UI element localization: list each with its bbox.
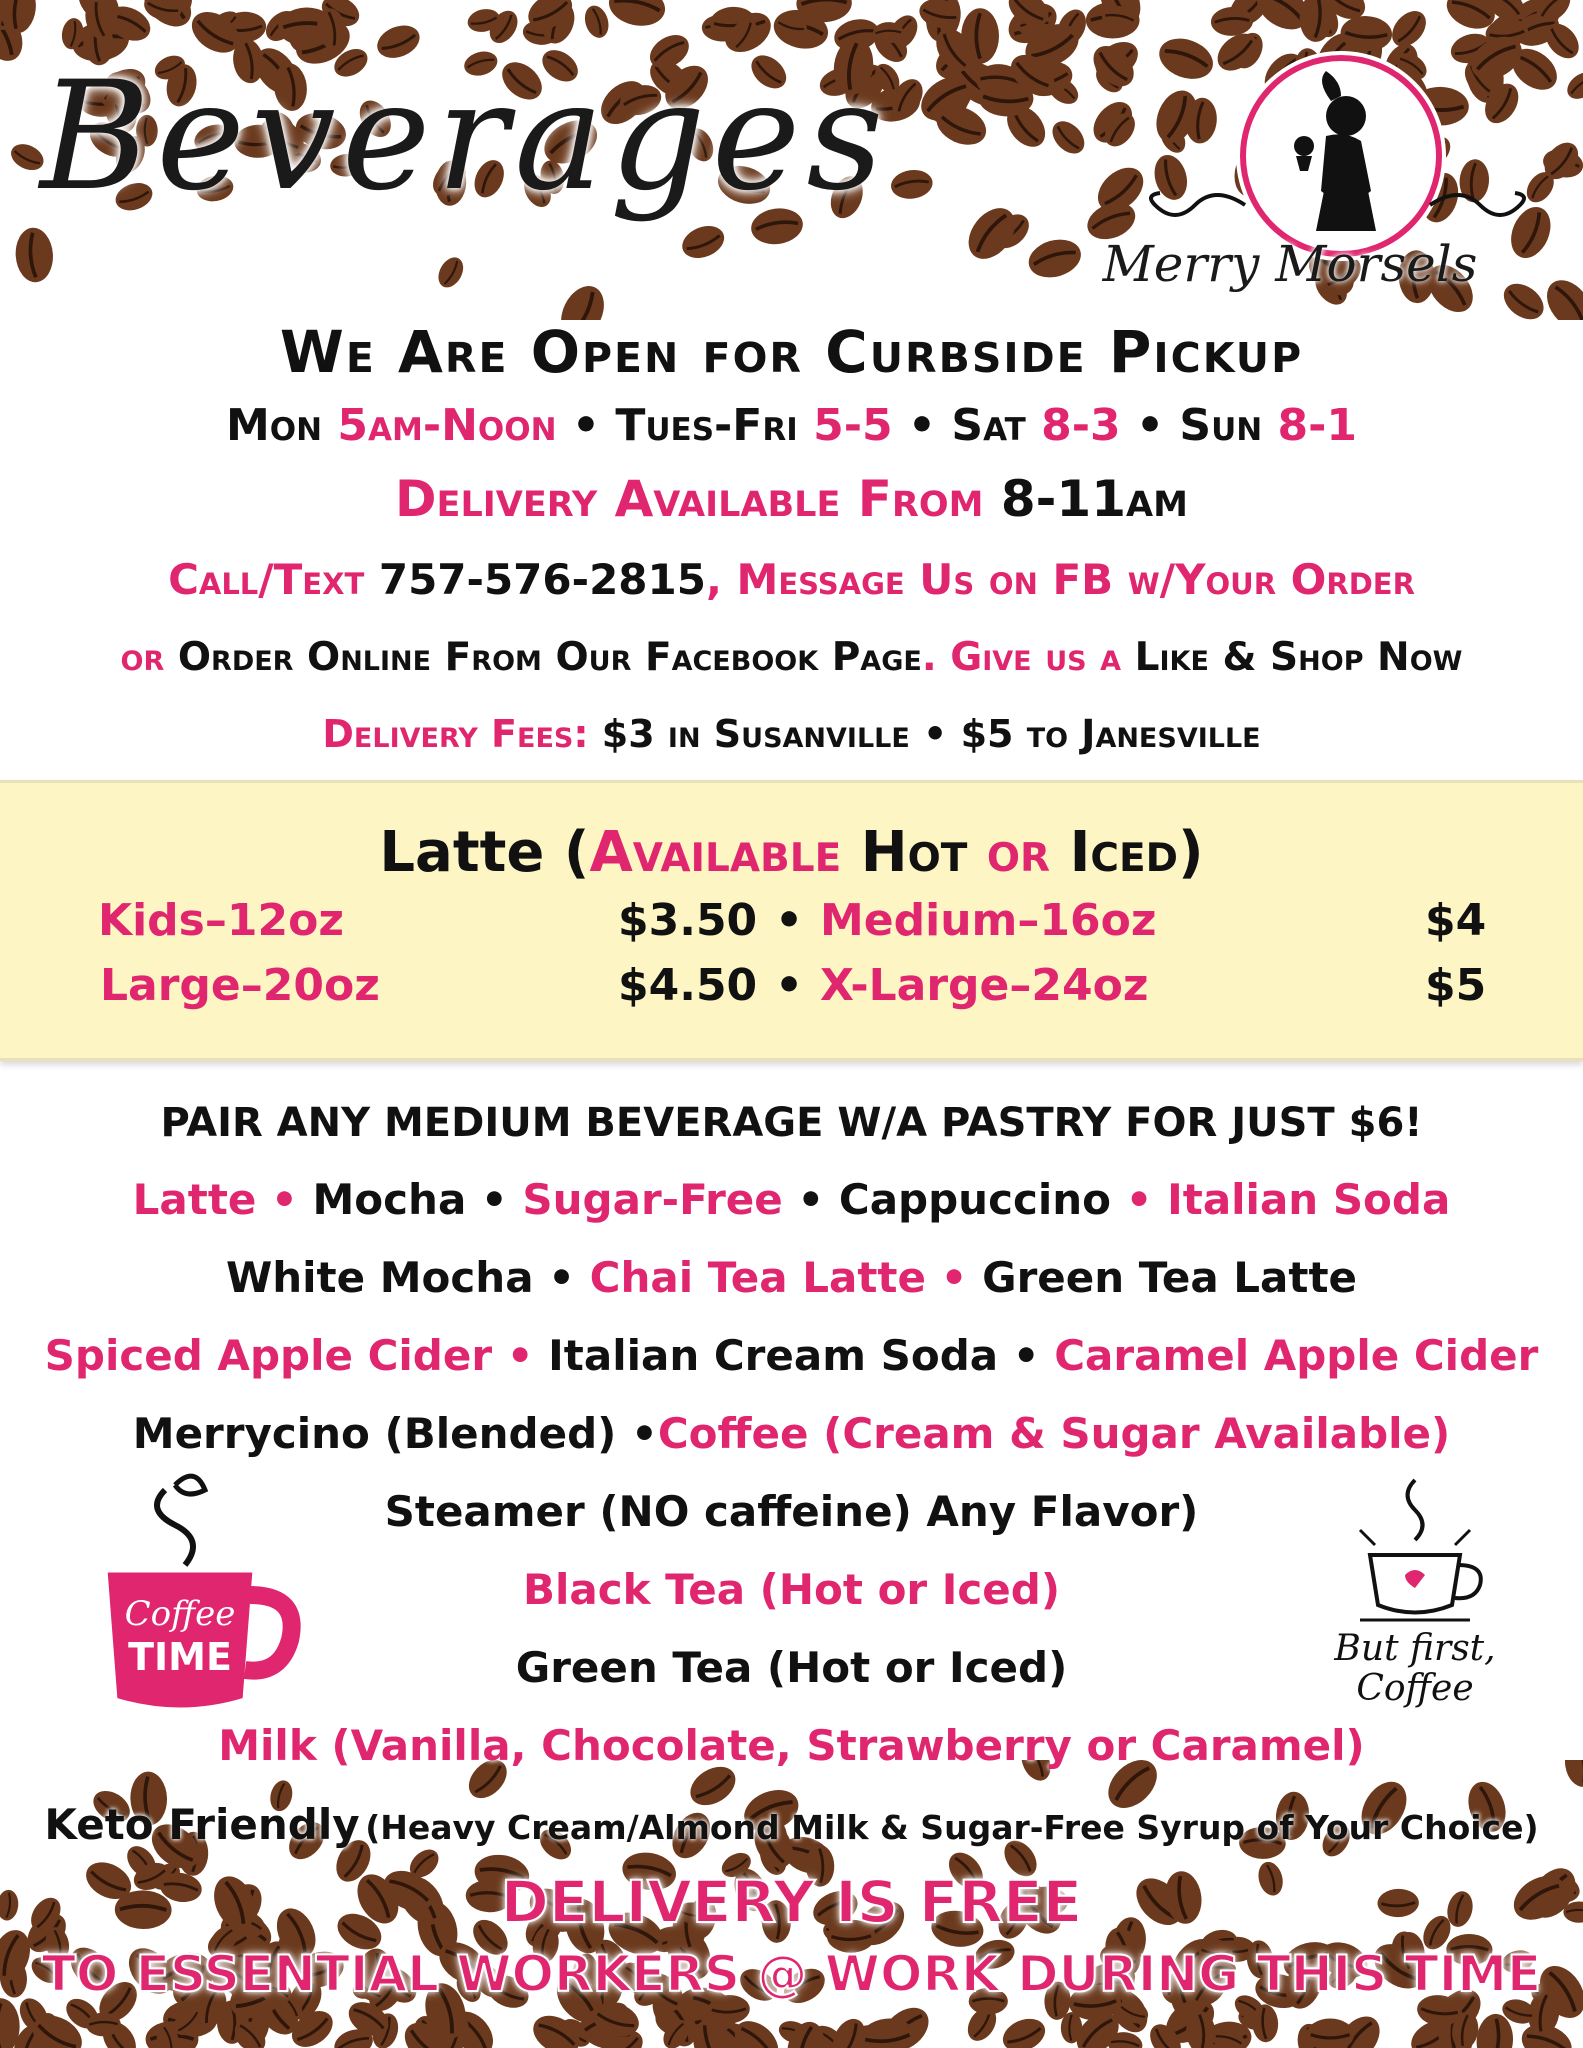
size-kids: Kids–12oz <box>98 895 344 946</box>
delivery-am: am <box>1126 470 1188 528</box>
day-sat: Sat <box>951 400 1026 451</box>
menu-row-3: Spiced Apple Cider • Italian Cream Soda • Caramel Apple Cider <box>44 1331 1539 1380</box>
menu-row-1: Latte • Mocha • Sugar-Free • Cappuccino • Italian Soda <box>132 1175 1451 1224</box>
delivery-line <box>0 470 1583 528</box>
keto-line <box>0 1800 1583 1849</box>
size-xlarge: X-Large–24oz <box>820 960 1149 1011</box>
coffee-time-text-1: Coffee <box>124 1594 236 1634</box>
menu-black-tea: Black Tea (Hot or Iced) <box>522 1565 1061 1614</box>
coffee-time-mug-icon <box>95 1470 305 1730</box>
coffee-bean-icon <box>677 220 729 264</box>
size-large: Large–20oz <box>100 960 380 1011</box>
coffee-bean-icon <box>553 279 613 320</box>
menu-milk: Milk (Vanilla, Chocolate, Strawberry or Caramel) <box>218 1721 1365 1770</box>
latte-name: Latte <box>379 820 545 885</box>
give-us-label: Give us a <box>950 635 1122 680</box>
available-label: Available <box>589 820 842 885</box>
flourish-left-icon <box>1135 175 1255 235</box>
coffee-bean-icon <box>433 253 468 292</box>
or-label: or <box>986 820 1051 885</box>
size-medium: Medium–16oz <box>820 895 1157 946</box>
but-first-text-1: But first, <box>1334 1628 1496 1669</box>
coffee-bean-icon <box>14 226 55 283</box>
coffee-bean-icon <box>1562 67 1583 105</box>
menu-item: Merrycino (Blended) <box>132 1409 617 1458</box>
menu-item: Sugar-Free <box>522 1175 783 1224</box>
coffee-bean-icon <box>998 2013 1050 2048</box>
bullet: • <box>775 895 804 946</box>
coffee-bean-icon <box>1497 276 1550 320</box>
menu-item: Green Tea Latte <box>982 1253 1358 1302</box>
bullet: • <box>775 960 804 1011</box>
like-shop-text: Like & Shop Now <box>1134 635 1463 680</box>
delivery-fees-line: Delivery Fees: $3 in Susanville • $5 to Janesville <box>322 712 1261 756</box>
order-online-text: Order Online From Our Facebook Page <box>177 635 922 680</box>
coffee-bean-icon <box>581 3 612 41</box>
menu-item: Caramel Apple Cider <box>1054 1331 1539 1380</box>
coffee-bean-icon <box>605 0 669 31</box>
keto-label: Keto Friendly <box>44 1800 360 1849</box>
but-first-coffee-cup-icon <box>1300 1470 1520 1710</box>
iced-label: Iced) <box>1050 820 1204 885</box>
fees-label: Delivery Fees: <box>322 712 589 756</box>
menu-item: Chai Tea Latte <box>589 1253 926 1302</box>
or-label: or <box>120 635 165 680</box>
menu-green-tea: Green Tea (Hot or Iced) <box>515 1643 1068 1692</box>
keto-detail: (Heavy Cream/Almond Milk & Sugar-Free Syrup of Your Choice) <box>365 1808 1539 1847</box>
time-sun: 8-1 <box>1277 400 1358 451</box>
menu-item: Italian Cream Soda <box>548 1331 999 1380</box>
page-title: Beverages <box>40 50 890 224</box>
message-label: , Message Us on FB w/Your Order <box>705 555 1415 604</box>
menu-item: Mocha <box>312 1175 467 1224</box>
period: . <box>921 635 937 680</box>
order-online-line <box>0 635 1583 680</box>
essential-workers-line: TO ESSENTIAL WORKERS @ WORK DURING THIS TIME <box>41 1945 1542 2003</box>
time-mon: 5am-Noon <box>337 400 557 451</box>
menu-item: Italian Soda <box>1167 1175 1451 1224</box>
coffee-time-text-2: TIME <box>128 1635 232 1679</box>
hot-label: Hot <box>841 820 987 885</box>
fee2-place: to Janesville <box>1026 712 1261 756</box>
menu-steamer: Steamer (NO caffeine) Any Flavor) <box>384 1487 1199 1536</box>
pair-offer: PAIR ANY MEDIUM BEVERAGE W/A PASTRY FOR JUST $6! <box>160 1100 1423 1146</box>
menu-item: Spiced Apple Cider <box>44 1331 493 1380</box>
day-mon: Mon <box>225 400 323 451</box>
price-xlarge: $5 <box>1425 960 1487 1011</box>
day-tues-fri: Tues-Fri <box>615 400 798 451</box>
delivery-time: 8-11 <box>1000 470 1127 528</box>
price-medium: $4 <box>1425 895 1487 946</box>
delivery-label: Delivery Available From <box>395 470 984 528</box>
time-tues-fri: 5-5 <box>813 400 893 451</box>
flourish-right-icon <box>1420 175 1540 235</box>
menu-row-2: White Mocha • Chai Tea Latte • Green Tea Latte <box>225 1253 1358 1302</box>
coffee-bean-icon <box>1046 115 1090 160</box>
paren: ( <box>544 820 590 885</box>
brand-name: Merry Morsels <box>1102 235 1478 293</box>
fee1-amount: $3 <box>601 712 655 756</box>
coffee-bean-icon <box>1024 234 1085 284</box>
but-first-text-2: Coffee <box>1356 1668 1474 1709</box>
menu-item: White Mocha <box>225 1253 534 1302</box>
coffee-bean-icon <box>1538 272 1583 320</box>
coffee-bean-icon <box>1306 2019 1354 2048</box>
day-sun: Sun <box>1179 400 1263 451</box>
free-delivery-heading: DELIVERY IS FREE <box>500 1868 1083 1936</box>
price-large: $4.50 <box>618 960 758 1011</box>
curbside-heading: We Are Open for Curbside Pickup <box>279 318 1304 386</box>
logo-silhouette-icon <box>1240 55 1442 257</box>
price-kids: $3.50 <box>618 895 758 946</box>
contact-line <box>0 555 1583 604</box>
call-label: Call/Text <box>168 555 365 604</box>
menu-item: Coffee (Cream & Sugar Available) <box>657 1409 1451 1458</box>
menu-item: Latte <box>132 1175 257 1224</box>
hours-line: Mon 5am-Noon • Tues-Fri 5-5 • Sat 8-3 • Sun 8-1 <box>225 400 1358 451</box>
brand-logo <box>1090 55 1490 315</box>
phone-number: 757-576-2815 <box>378 555 706 604</box>
latte-heading <box>0 820 1583 885</box>
fee2-amount: $5 <box>960 712 1014 756</box>
fee1-place: in Susanville <box>667 712 910 756</box>
time-sat: 8-3 <box>1041 400 1121 451</box>
coffee-bean-icon <box>889 167 934 201</box>
menu-row-4: Merrycino (Blended) •Coffee (Cream & Sugar Available) <box>132 1409 1451 1458</box>
menu-item: Cappuccino <box>838 1175 1112 1224</box>
